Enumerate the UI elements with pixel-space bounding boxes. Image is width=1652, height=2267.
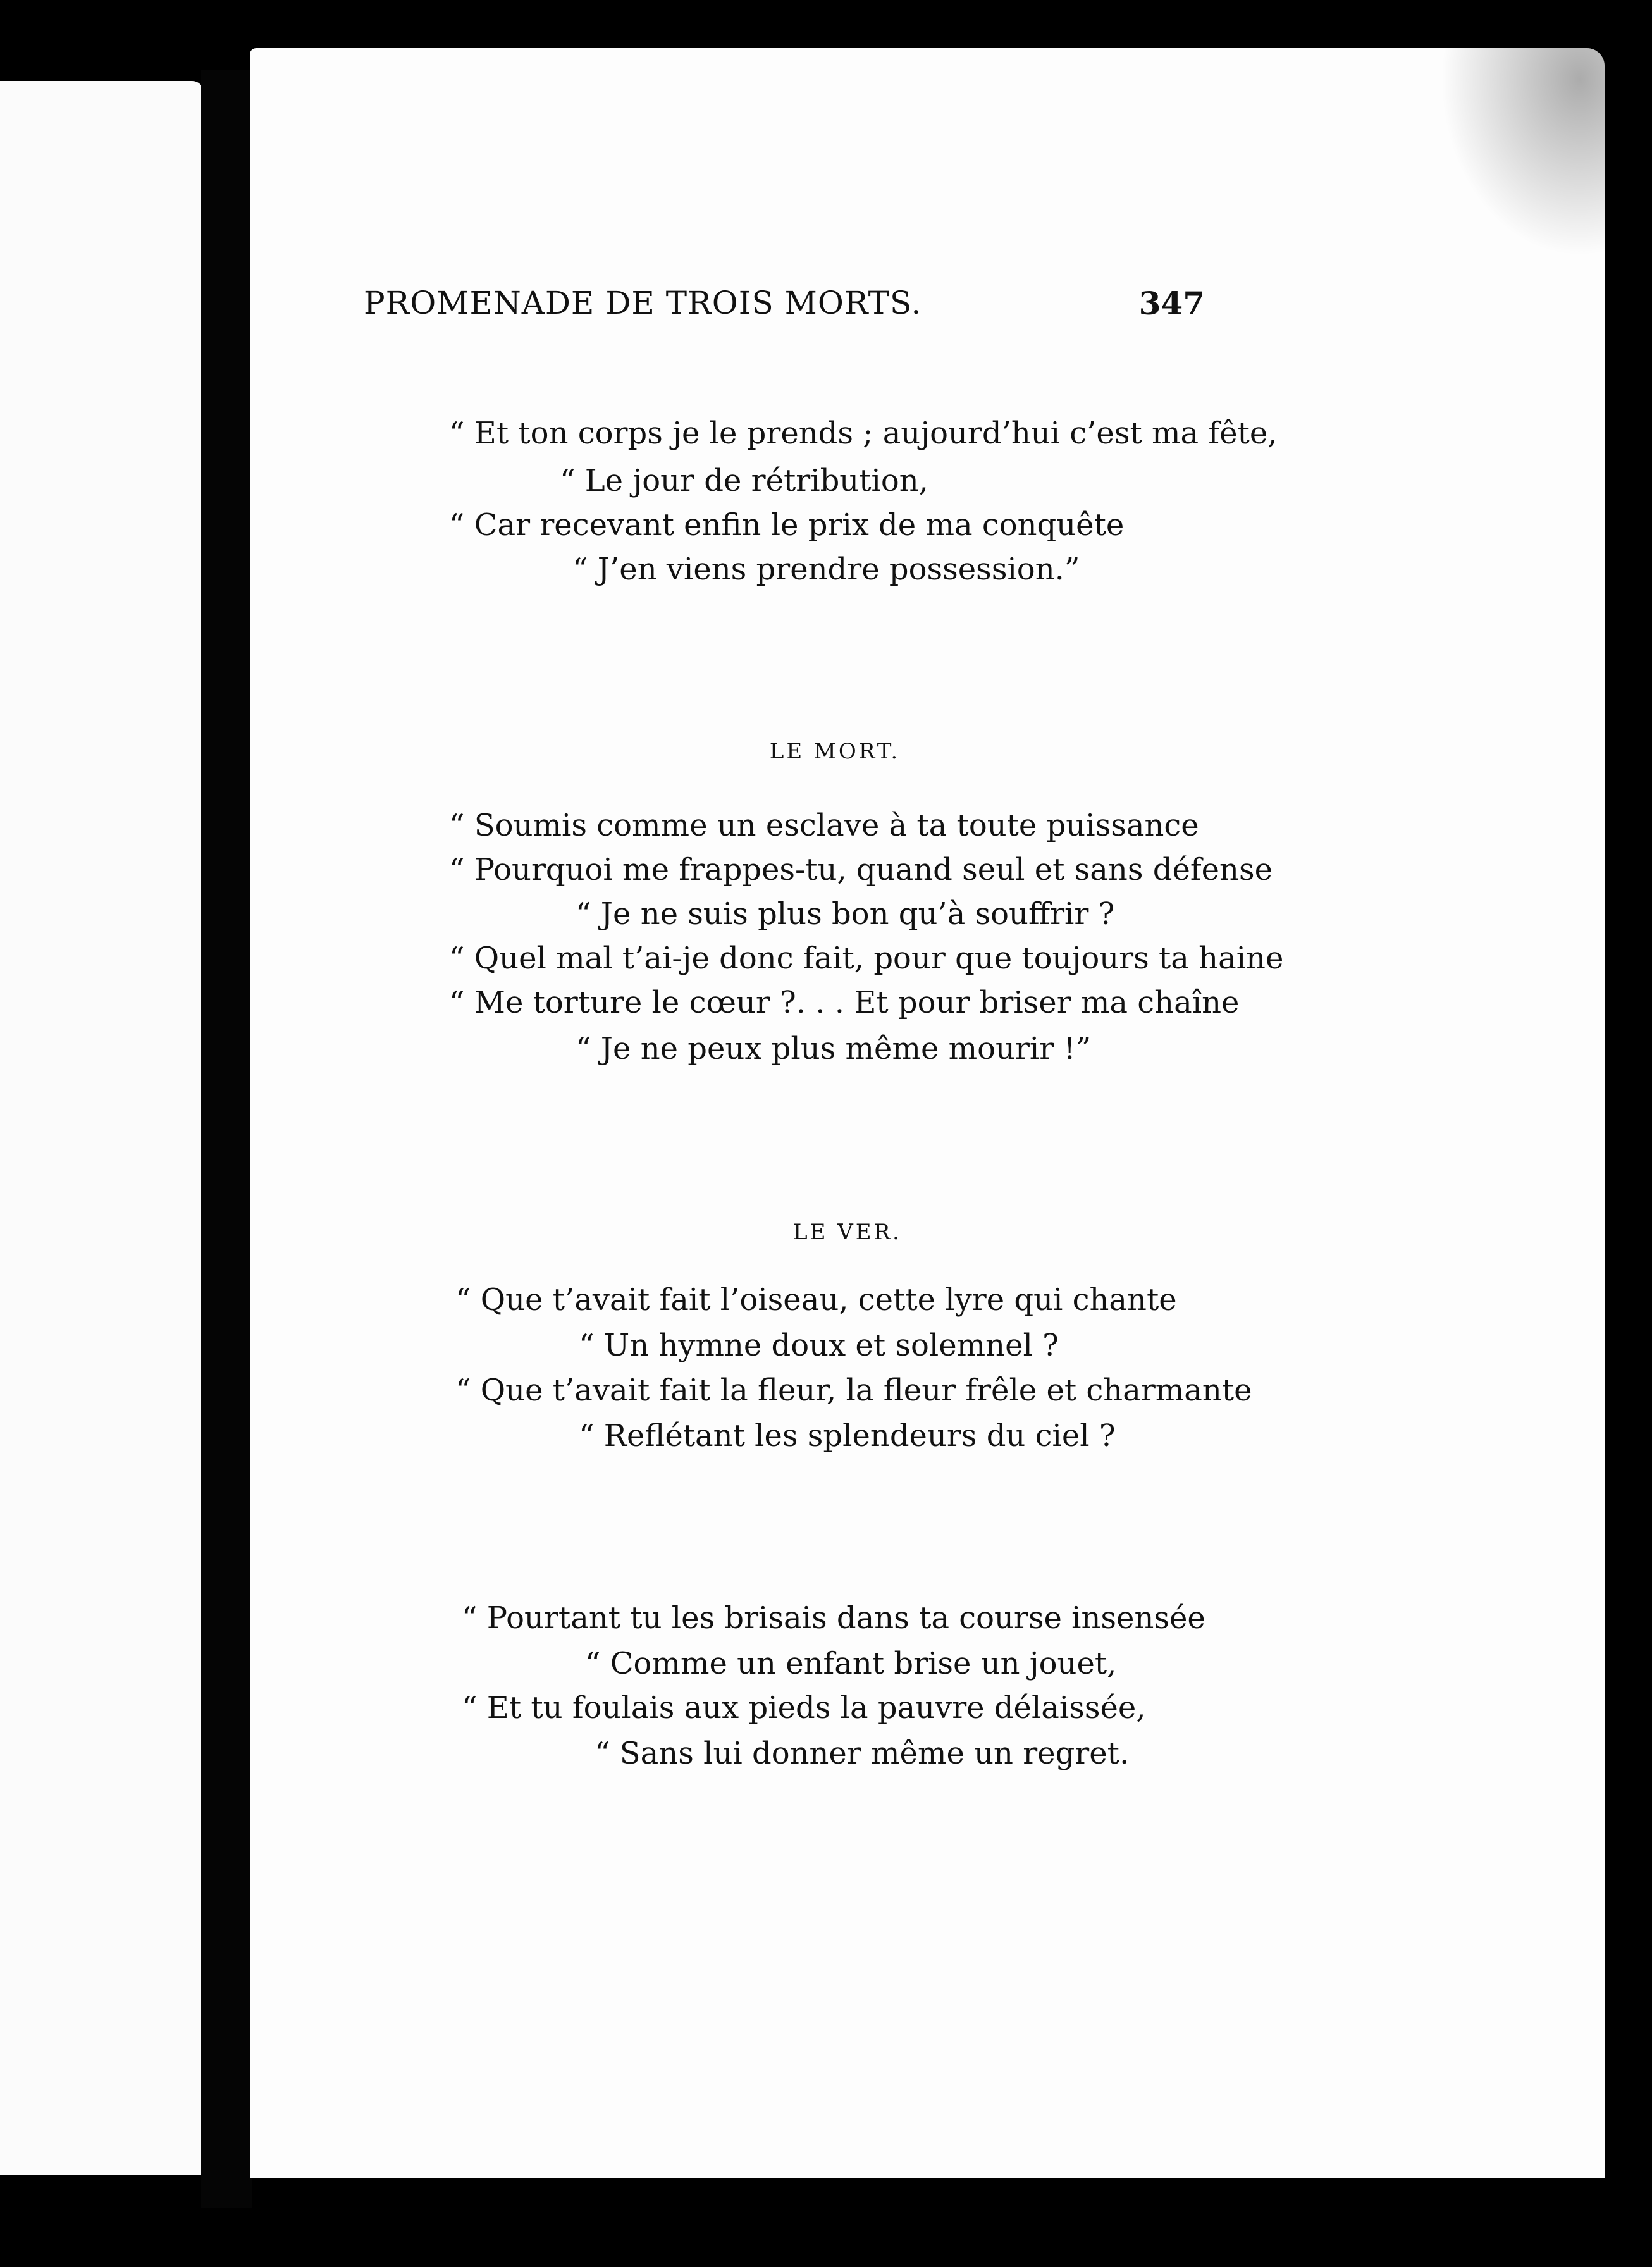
page-corner-shadow <box>1440 48 1605 257</box>
verse-line: “ Quel mal t’ai-je donc fait, pour que toujours ta haine <box>449 941 1284 976</box>
verse-line: “ Que t’avait fait l’oiseau, cette lyre qui chante <box>455 1282 1177 1318</box>
verse-line: “ Soumis comme un esclave à ta toute puissance <box>449 808 1199 843</box>
verse-line: “ Je ne peux plus même mourir !” <box>576 1031 1092 1066</box>
verse-line: “ Reflétant les splendeurs du ciel ? <box>579 1418 1116 1454</box>
left-page-edge <box>0 81 204 2175</box>
speaker-heading: LE MORT. <box>769 739 901 764</box>
book-gutter <box>201 70 252 2208</box>
running-head <box>364 285 1205 335</box>
verse-line: “ Le jour de rétribution, <box>560 463 928 498</box>
verse-line: “ Me torture le cœur ?. . . Et pour briser ma chaîne <box>449 985 1240 1020</box>
verse-line: “ Pourquoi me frappes-tu, quand seul et sans défense <box>449 852 1273 887</box>
verse-line: “ J’en viens prendre possession.” <box>572 552 1080 587</box>
verse-line: “ Comme un enfant brise un jouet, <box>585 1646 1117 1681</box>
verse-line: “ Car recevant enfin le prix de ma conquête <box>449 507 1125 543</box>
speaker-heading: LE VER. <box>793 1220 902 1245</box>
verse-line: “ Je ne suis plus bon qu’à souffrir ? <box>576 896 1115 932</box>
verse-line: “ Et ton corps je le prends ; aujourd’hui c’est ma fête, <box>449 416 1278 451</box>
verse-line: “ Pourtant tu les brisais dans ta course insensée <box>462 1600 1205 1636</box>
page-number: 347 <box>1138 285 1205 322</box>
running-title: PROMENADE DE TROIS MORTS. <box>364 285 922 321</box>
verse-line: “ Sans lui donner même un regret. <box>595 1736 1130 1771</box>
verse-line: “ Que t’avait fait la fleur, la fleur frêle et charmante <box>455 1373 1252 1408</box>
verse-line: “ Un hymne doux et solemnel ? <box>579 1328 1059 1363</box>
verse-line: “ Et tu foulais aux pieds la pauvre délaissée, <box>462 1690 1146 1726</box>
book-page <box>250 48 1605 2178</box>
